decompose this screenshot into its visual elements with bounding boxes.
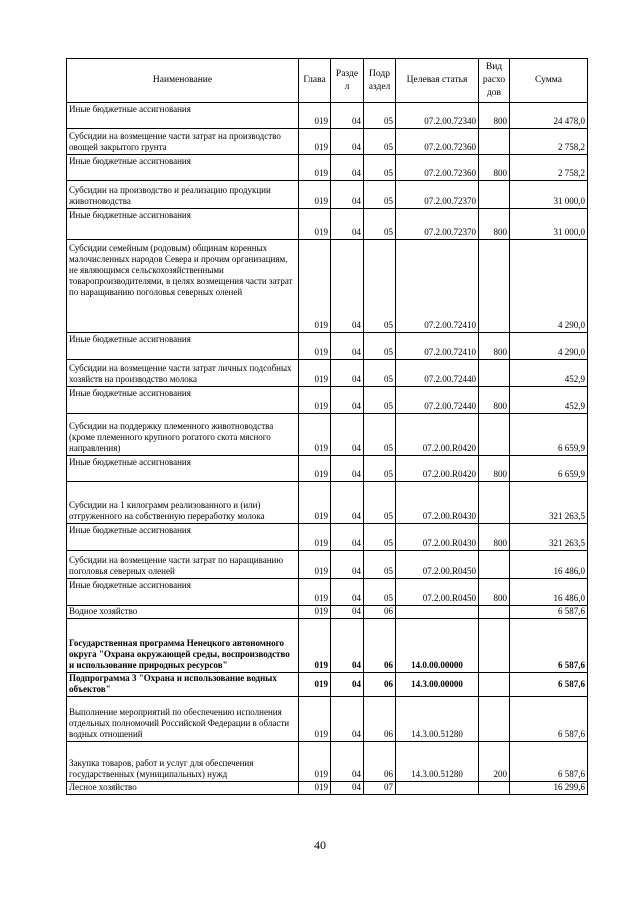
row-glava: 019 bbox=[299, 742, 331, 782]
row-razdel: 04 bbox=[331, 551, 364, 579]
row-glava: 019 bbox=[299, 155, 331, 181]
row-sum: 16 299,6 bbox=[510, 782, 588, 795]
row-razdel: 04 bbox=[331, 181, 364, 209]
row-glava: 019 bbox=[299, 333, 331, 360]
table-row bbox=[67, 360, 588, 387]
table-row bbox=[67, 579, 588, 606]
table-row bbox=[67, 619, 588, 673]
row-target: 07.2.00.72340 bbox=[396, 103, 479, 129]
row-vid bbox=[479, 697, 510, 742]
row-razdel: 04 bbox=[331, 414, 364, 456]
row-vid: 800 bbox=[479, 333, 510, 360]
row-razdel: 04 bbox=[331, 360, 364, 387]
row-razdel: 04 bbox=[331, 129, 364, 155]
row-glava: 019 bbox=[299, 103, 331, 129]
row-sum: 6 587,6 bbox=[510, 673, 588, 697]
row-name: Выполнение мероприятий по обеспечению исполнения отдельных полномочий Российской Федерации в области водных отношений bbox=[67, 697, 299, 742]
row-podrazdel: 06 bbox=[364, 619, 396, 673]
row-podrazdel: 05 bbox=[364, 456, 396, 482]
row-sum: 6 587,6 bbox=[510, 742, 588, 782]
table-row bbox=[67, 742, 588, 782]
row-podrazdel: 06 bbox=[364, 697, 396, 742]
row-sum: 321 263,5 bbox=[510, 524, 588, 551]
row-target bbox=[396, 782, 479, 795]
table-row bbox=[67, 209, 588, 240]
row-target: 07.2.00.72360 bbox=[396, 155, 479, 181]
row-name: Лесное хозяйство bbox=[67, 782, 299, 795]
row-glava: 019 bbox=[299, 414, 331, 456]
row-vid: 800 bbox=[479, 209, 510, 240]
row-glava: 019 bbox=[299, 456, 331, 482]
row-razdel: 04 bbox=[331, 209, 364, 240]
header-razdel: Разде л bbox=[331, 59, 364, 103]
row-vid bbox=[479, 482, 510, 524]
row-target: 14.3.00.00000 bbox=[396, 673, 479, 697]
row-vid bbox=[479, 619, 510, 673]
row-name: Иные бюджетные ассигнования bbox=[67, 387, 299, 414]
row-glava: 019 bbox=[299, 551, 331, 579]
table-row bbox=[67, 387, 588, 414]
row-sum: 24 478,0 bbox=[510, 103, 588, 129]
row-razdel: 04 bbox=[331, 579, 364, 606]
row-name: Подпрограмма 3 "Охрана и использование водных объектов" bbox=[67, 673, 299, 697]
row-glava: 019 bbox=[299, 782, 331, 795]
header-expense-type: Вид расхо дов bbox=[479, 59, 510, 103]
row-razdel: 04 bbox=[331, 606, 364, 619]
row-glava: 019 bbox=[299, 181, 331, 209]
row-target: 07.2.00.72360 bbox=[396, 129, 479, 155]
row-razdel: 04 bbox=[331, 524, 364, 551]
row-sum: 6 587,6 bbox=[510, 697, 588, 742]
row-target: 07.2.00.72370 bbox=[396, 181, 479, 209]
row-name: Иные бюджетные ассигнования bbox=[67, 333, 299, 360]
row-razdel: 04 bbox=[331, 697, 364, 742]
row-razdel: 04 bbox=[331, 155, 364, 181]
row-podrazdel: 05 bbox=[364, 551, 396, 579]
page-number: 40 bbox=[314, 838, 326, 852]
row-sum: 6 659,9 bbox=[510, 414, 588, 456]
row-razdel: 04 bbox=[331, 456, 364, 482]
row-sum: 31 000,0 bbox=[510, 209, 588, 240]
row-name: Субсидии на поддержку племенного животноводства (кроме племенного крупного рогатого скота мясного направления) bbox=[67, 414, 299, 456]
header-podrazdel: Подр аздел bbox=[364, 59, 396, 103]
row-name: Субсидии на возмещение части затрат личных подсобных хозяйств на производство молока bbox=[67, 360, 299, 387]
table-row bbox=[67, 456, 588, 482]
row-razdel: 04 bbox=[331, 673, 364, 697]
row-vid bbox=[479, 673, 510, 697]
row-name: Водное хозяйство bbox=[67, 606, 299, 619]
row-target: 07.2.00.72440 bbox=[396, 360, 479, 387]
row-target: 07.2.00.72370 bbox=[396, 209, 479, 240]
row-sum: 452,9 bbox=[510, 360, 588, 387]
row-vid: 800 bbox=[479, 155, 510, 181]
row-name: Иные бюджетные ассигнования bbox=[67, 209, 299, 240]
row-glava: 019 bbox=[299, 240, 331, 333]
row-razdel: 04 bbox=[331, 742, 364, 782]
row-target: 07.2.00.R0430 bbox=[396, 524, 479, 551]
header-name: Наименование bbox=[67, 59, 299, 103]
row-glava: 019 bbox=[299, 360, 331, 387]
row-vid bbox=[479, 181, 510, 209]
row-target: 07.2.00.R0420 bbox=[396, 456, 479, 482]
row-podrazdel: 05 bbox=[364, 333, 396, 360]
row-razdel: 04 bbox=[331, 619, 364, 673]
row-glava: 019 bbox=[299, 619, 331, 673]
table-row bbox=[67, 181, 588, 209]
row-name: Государственная программа Ненецкого автономного округа "Охрана окружающей среды, воспроизводство и использование природных ресурсов" bbox=[67, 619, 299, 673]
row-podrazdel: 05 bbox=[364, 103, 396, 129]
table-row bbox=[67, 103, 588, 129]
row-glava: 019 bbox=[299, 606, 331, 619]
header-target-article: Целевая статья bbox=[396, 59, 479, 103]
row-sum: 452,9 bbox=[510, 387, 588, 414]
table-row bbox=[67, 240, 588, 333]
row-target: 07.2.00.72440 bbox=[396, 387, 479, 414]
row-glava: 019 bbox=[299, 209, 331, 240]
row-sum: 4 290,0 bbox=[510, 333, 588, 360]
row-razdel: 04 bbox=[331, 782, 364, 795]
row-podrazdel: 05 bbox=[364, 240, 396, 333]
row-glava: 019 bbox=[299, 129, 331, 155]
row-target: 14.3.00.51280 bbox=[396, 742, 479, 782]
row-vid bbox=[479, 551, 510, 579]
row-name: Субсидии семейным (родовым) общинам коренных малочисленных народов Севера и прочим организациям, не являющимся сельскохозяйственными товаропроизводителями, в целях возмещения части затрат по наращиванию поголовья северных оленей bbox=[67, 240, 299, 333]
row-podrazdel: 05 bbox=[364, 155, 396, 181]
header-row bbox=[67, 59, 588, 103]
row-vid: 800 bbox=[479, 579, 510, 606]
row-glava: 019 bbox=[299, 482, 331, 524]
row-vid: 800 bbox=[479, 387, 510, 414]
row-target: 14.0.00.00000 bbox=[396, 619, 479, 673]
row-glava: 019 bbox=[299, 697, 331, 742]
row-podrazdel: 05 bbox=[364, 360, 396, 387]
row-name: Субсидии на 1 килограмм реализованного и (или) отгруженного на собственную переработку молока bbox=[67, 482, 299, 524]
budget-table bbox=[66, 58, 588, 795]
header-sum: Сумма bbox=[510, 59, 588, 103]
row-sum: 4 290,0 bbox=[510, 240, 588, 333]
row-podrazdel: 05 bbox=[364, 579, 396, 606]
row-vid: 800 bbox=[479, 524, 510, 551]
row-glava: 019 bbox=[299, 673, 331, 697]
row-target: 07.2.00.R0430 bbox=[396, 482, 479, 524]
row-podrazdel: 05 bbox=[364, 209, 396, 240]
row-name: Субсидии на возмещение части затрат на производство овощей закрытого грунта bbox=[67, 129, 299, 155]
row-vid bbox=[479, 606, 510, 619]
row-podrazdel: 06 bbox=[364, 606, 396, 619]
row-podrazdel: 05 bbox=[364, 482, 396, 524]
row-glava: 019 bbox=[299, 524, 331, 551]
row-target: 07.2.00.72410 bbox=[396, 333, 479, 360]
row-podrazdel: 06 bbox=[364, 673, 396, 697]
row-name: Иные бюджетные ассигнования bbox=[67, 524, 299, 551]
row-name: Иные бюджетные ассигнования bbox=[67, 103, 299, 129]
row-target bbox=[396, 606, 479, 619]
row-vid: 800 bbox=[479, 103, 510, 129]
row-razdel: 04 bbox=[331, 387, 364, 414]
row-razdel: 04 bbox=[331, 482, 364, 524]
table-row bbox=[67, 697, 588, 742]
row-glava: 019 bbox=[299, 387, 331, 414]
row-sum: 6 587,6 bbox=[510, 619, 588, 673]
row-name: Иные бюджетные ассигнования bbox=[67, 579, 299, 606]
row-target: 07.2.00.R0450 bbox=[396, 551, 479, 579]
row-vid: 800 bbox=[479, 456, 510, 482]
row-sum: 31 000,0 bbox=[510, 181, 588, 209]
row-vid bbox=[479, 782, 510, 795]
row-podrazdel: 06 bbox=[364, 742, 396, 782]
table-row bbox=[67, 673, 588, 697]
table-row bbox=[67, 606, 588, 619]
row-sum: 2 758,2 bbox=[510, 155, 588, 181]
row-vid bbox=[479, 360, 510, 387]
row-name: Иные бюджетные ассигнования bbox=[67, 155, 299, 181]
row-target: 07.2.00.72410 bbox=[396, 240, 479, 333]
table-row bbox=[67, 482, 588, 524]
row-razdel: 04 bbox=[331, 240, 364, 333]
row-vid: 200 bbox=[479, 742, 510, 782]
header-glava: Глава bbox=[299, 59, 331, 103]
table-row bbox=[67, 524, 588, 551]
row-podrazdel: 05 bbox=[364, 524, 396, 551]
row-name: Субсидии на возмещение части затрат по наращиванию поголовья северных оленей bbox=[67, 551, 299, 579]
table-row bbox=[67, 129, 588, 155]
table-row bbox=[67, 333, 588, 360]
row-podrazdel: 05 bbox=[364, 181, 396, 209]
table-row bbox=[67, 551, 588, 579]
row-vid bbox=[479, 240, 510, 333]
row-name: Иные бюджетные ассигнования bbox=[67, 456, 299, 482]
row-podrazdel: 05 bbox=[364, 387, 396, 414]
row-target: 14.3.00.51280 bbox=[396, 697, 479, 742]
table-row bbox=[67, 155, 588, 181]
row-podrazdel: 07 bbox=[364, 782, 396, 795]
row-vid bbox=[479, 129, 510, 155]
row-sum: 2 758,2 bbox=[510, 129, 588, 155]
row-podrazdel: 05 bbox=[364, 129, 396, 155]
row-target: 07.2.00.R0450 bbox=[396, 579, 479, 606]
row-razdel: 04 bbox=[331, 103, 364, 129]
row-sum: 16 486,0 bbox=[510, 579, 588, 606]
row-target: 07.2.00.R0420 bbox=[396, 414, 479, 456]
row-sum: 6 659,9 bbox=[510, 456, 588, 482]
row-podrazdel: 05 bbox=[364, 414, 396, 456]
table-row bbox=[67, 414, 588, 456]
table-row bbox=[67, 782, 588, 795]
row-name: Субсидии на производство и реализацию продукции животноводства bbox=[67, 181, 299, 209]
row-sum: 6 587,6 bbox=[510, 606, 588, 619]
row-sum: 321 263,5 bbox=[510, 482, 588, 524]
row-name: Закупка товаров, работ и услуг для обеспечения государственных (муниципальных) нужд bbox=[67, 742, 299, 782]
row-vid bbox=[479, 414, 510, 456]
row-razdel: 04 bbox=[331, 333, 364, 360]
row-sum: 16 486,0 bbox=[510, 551, 588, 579]
row-glava: 019 bbox=[299, 579, 331, 606]
